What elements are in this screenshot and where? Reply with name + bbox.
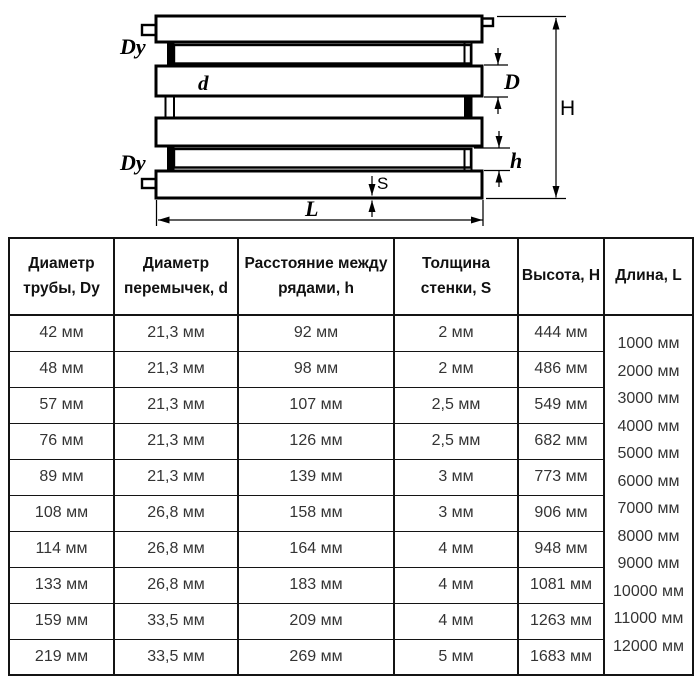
cell-s: 3 мм — [394, 459, 518, 495]
cell-d: 26,8 мм — [114, 531, 238, 567]
cell-h: 209 мм — [238, 603, 394, 639]
header-height: Высота, H — [518, 238, 604, 315]
length-value: 3000 мм — [617, 390, 680, 407]
cell-dy: 219 мм — [9, 639, 114, 675]
label-dy-bottom: Dy — [120, 150, 146, 175]
cell-s: 3 мм — [394, 495, 518, 531]
cell-h: 98 мм — [238, 351, 394, 387]
cell-dy: 76 мм — [9, 423, 114, 459]
register-diagram — [0, 0, 700, 233]
table-row — [9, 351, 693, 387]
cell-s: 5 мм — [394, 639, 518, 675]
length-value: 2000 мм — [617, 362, 680, 380]
cell-d: 33,5 мм — [114, 603, 238, 639]
cell-s: 2 мм — [394, 351, 518, 387]
cell-h: 92 мм — [238, 315, 394, 351]
cell-dy: 48 мм — [9, 351, 114, 387]
cell-s: 4 мм — [394, 603, 518, 639]
cell-height: 444 мм — [518, 315, 604, 351]
table-row — [9, 639, 693, 675]
header-row — [9, 238, 693, 315]
cell-s: 2 мм — [394, 315, 518, 351]
cell-height: 486 мм — [518, 351, 604, 387]
cell-height: 1081 мм — [518, 567, 604, 603]
cell-dy: 89 мм — [9, 459, 114, 495]
length-value: 8000 мм — [617, 527, 680, 545]
cell-dy: 159 мм — [9, 603, 114, 639]
label-L: L — [305, 196, 319, 221]
length-value: 11000 мм — [613, 610, 684, 627]
label-S: S — [377, 174, 389, 193]
label-D: D — [504, 69, 520, 94]
cell-d: 26,8 мм — [114, 495, 238, 531]
cell-s: 4 мм — [394, 531, 518, 567]
table-row — [9, 531, 693, 567]
label-d: d — [198, 71, 209, 95]
header-length: Длина, L — [604, 238, 693, 315]
cell-dy: 133 мм — [9, 567, 114, 603]
spec-table — [8, 237, 694, 676]
cell-h: 107 мм — [238, 387, 394, 423]
cell-height: 1683 мм — [518, 639, 604, 675]
label-h: h — [510, 148, 523, 173]
cell-d: 21,3 мм — [114, 315, 238, 351]
length-value: 5000 мм — [617, 445, 680, 462]
table-row — [9, 315, 693, 351]
cell-h: 126 мм — [238, 423, 394, 459]
cell-dy: 42 мм — [9, 315, 114, 351]
cell-h: 139 мм — [238, 459, 394, 495]
table-row — [9, 387, 693, 423]
header-pipe-diameter: Диаметр трубы, Dy — [9, 238, 114, 315]
table-row — [9, 603, 693, 639]
cell-d: 21,3 мм — [114, 423, 238, 459]
length-value: 12000 мм — [613, 637, 684, 655]
header-wall-thickness: Толщина стенки, S — [394, 238, 518, 315]
cell-d: 33,5 мм — [114, 639, 238, 675]
cell-d: 26,8 мм — [114, 567, 238, 603]
cell-height: 906 мм — [518, 495, 604, 531]
cell-s: 2,5 мм — [394, 387, 518, 423]
table-row — [9, 567, 693, 603]
cell-s: 2,5 мм — [394, 423, 518, 459]
cell-h: 164 мм — [238, 531, 394, 567]
cell-d: 21,3 мм — [114, 387, 238, 423]
cell-height: 1263 мм — [518, 603, 604, 639]
length-cell — [604, 315, 693, 675]
cell-dy: 108 мм — [9, 495, 114, 531]
length-value: 4000 мм — [617, 417, 680, 435]
cell-height: 773 мм — [518, 459, 604, 495]
header-jumper-diameter: Диаметр перемычек, d — [114, 238, 238, 315]
length-value: 1000 мм — [617, 335, 680, 352]
table-row — [9, 459, 693, 495]
cell-dy: 57 мм — [9, 387, 114, 423]
length-value: 6000 мм — [617, 472, 680, 490]
length-value: 9000 мм — [617, 555, 680, 572]
label-dy-top: Dy — [120, 34, 146, 59]
cell-height: 549 мм — [518, 387, 604, 423]
cell-h: 183 мм — [238, 567, 394, 603]
label-H: H — [560, 97, 576, 120]
cell-height: 682 мм — [518, 423, 604, 459]
length-value: 10000 мм — [613, 582, 684, 600]
table-row — [9, 495, 693, 531]
cell-s: 4 мм — [394, 567, 518, 603]
length-value: 7000 мм — [617, 500, 680, 517]
cell-h: 269 мм — [238, 639, 394, 675]
pipe-rows — [156, 16, 482, 198]
cell-height: 948 мм — [518, 531, 604, 567]
header-row-distance: Расстояние между рядами, h — [238, 238, 394, 315]
cell-h: 158 мм — [238, 495, 394, 531]
table-row — [9, 423, 693, 459]
cell-d: 21,3 мм — [114, 459, 238, 495]
cell-d: 21,3 мм — [114, 351, 238, 387]
cell-dy: 114 мм — [9, 531, 114, 567]
